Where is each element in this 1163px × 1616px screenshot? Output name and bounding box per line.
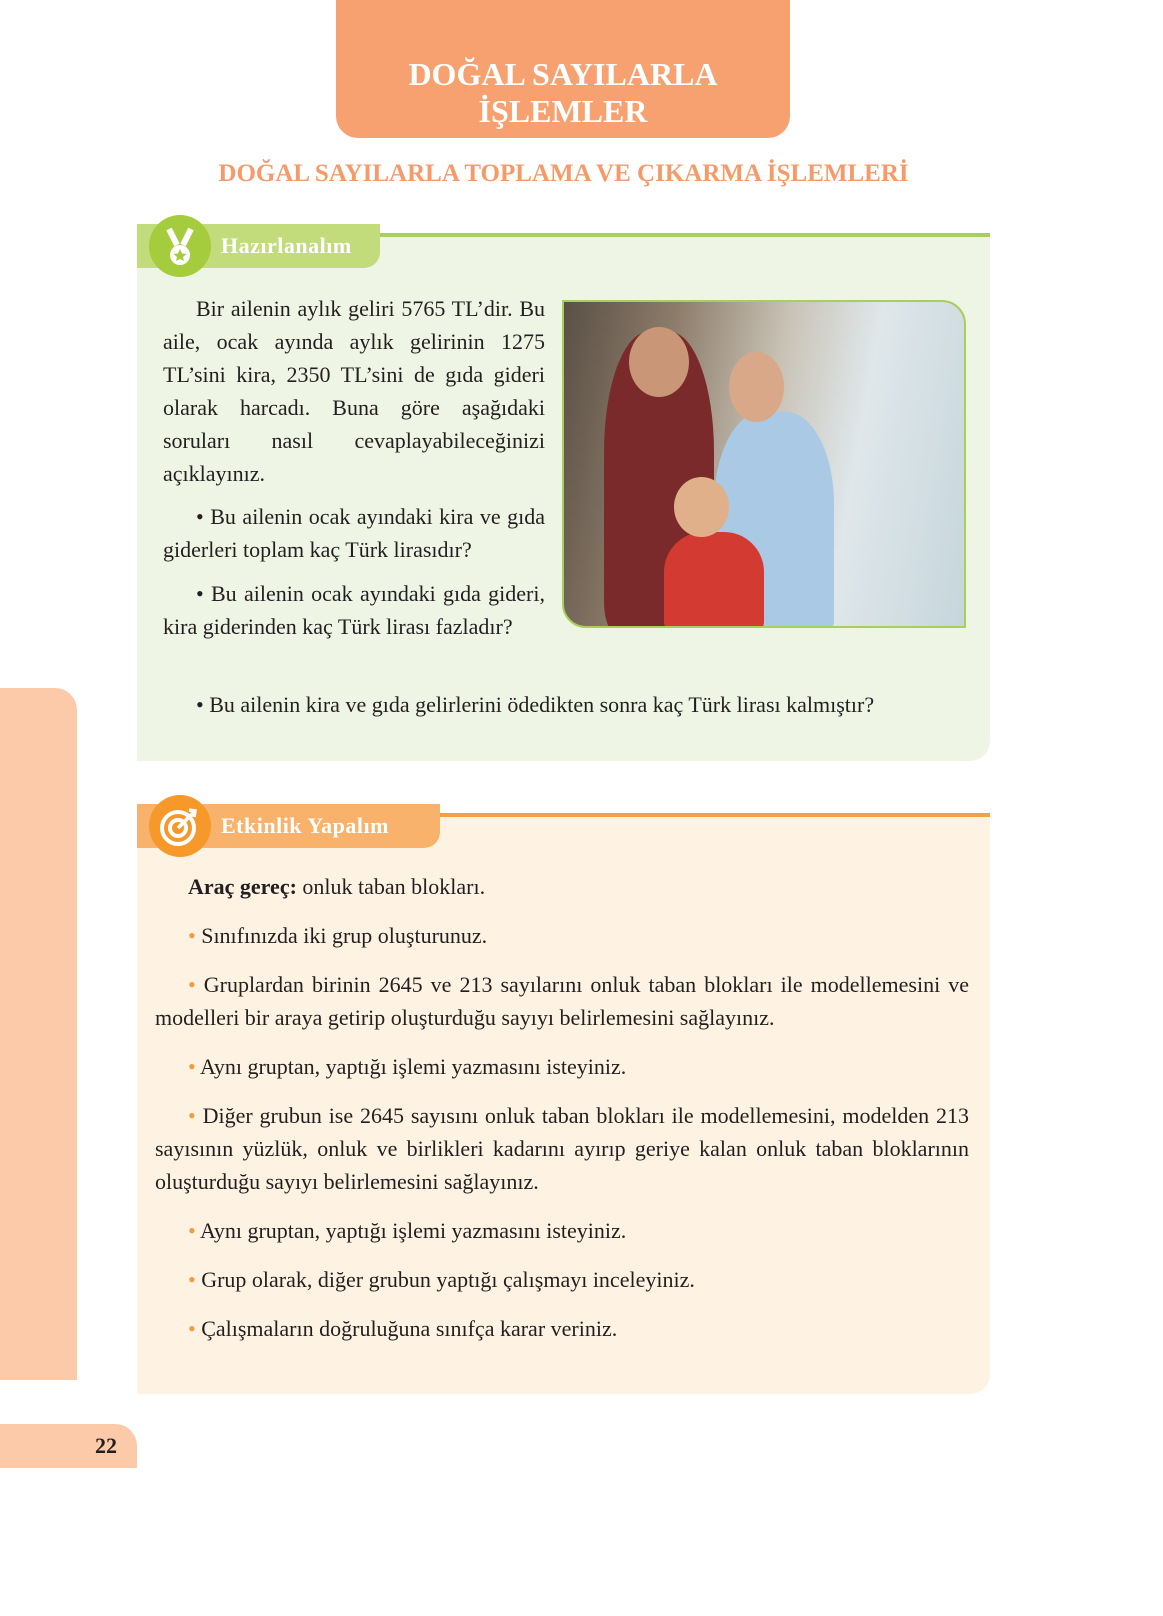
activity-content: Araç gereç: onluk taban blokları. • Sınıfınızda iki grup oluşturunuz. • Gruplardan birinin 2645 ve 213 sayılarını onluk taban blokları ile modellemesini ve modelleri bir araya getirip oluşturduğu sayıyı belirlemesini sağlayınız. • Aynı gruptan, yaptığı işlemi yazmasını isteyiniz. • Diğer grubun ise 2645 sayısını onluk taban blokları ile modellemesini, modelden 213 sayısının yüzlük, onluk ve birlikleri kadarını ayırıp geriye kalan onluk taban bloklarının oluşturduğu sayıyı belirlemesini sağlayınız. • Aynı gruptan, yaptığı işlemi yazmasını isteyiniz. • Grup olarak, diğer grubun yaptığı çalışmayı inceleyiniz. • Çalışmaların doğruluğuna sınıfça karar veriniz. [155,874,969,1341]
section-subtitle: DOĞAL SAYILARLA TOPLAMA VE ÇIKARMA İŞLEMLERİ [218,160,909,187]
question-text: Bu ailenin kira ve gıda gelirlerini ödedikten sonra kaç Türk lirası kalmıştır? [209,692,875,717]
side-strip [0,688,77,1380]
activity-item: Aynı gruptan, yaptığı işlemi yazmasını isteyiniz. [200,1218,627,1243]
materials-text: onluk taban blokları. [296,874,486,899]
page-number: 22 [0,1424,137,1468]
question-text: Bu ailenin ocak ayındaki gıda gideri, kira giderinden kaç Türk lirası fazladır? [163,581,545,639]
intro-text: Bir ailenin aylık geliri 5765 TL’dir. Bu aile, ocak ayında aylık gelirinin 1275 TL’sini kira, 2350 TL’sini de gıda gideri olarak harcadı. Buna göre aşağıdaki soruları nasıl cevaplayabileceğinizi açıklayınız. [163,296,545,486]
family-shopping-photo [562,300,966,628]
title-line-1: DOĞAL SAYILARLA [408,56,718,92]
activity-item: Gruplardan birinin 2645 ve 213 sayılarını onluk taban blokları ile modellemesini ve modelleri bir araya getirip oluşturduğu sayıyı belirlemesini sağlayınız. [155,972,969,1030]
title-line-2: İŞLEMLER [478,93,648,129]
activity-item: Aynı gruptan, yaptığı işlemi yazmasını isteyiniz. [200,1054,627,1079]
prepare-intro [163,292,545,490]
prepare-heading: Hazırlanalım [137,224,380,268]
question-3: • Bu ailenin kira ve gıda gelirlerini ödedikten sonra kaç Türk lirası kalmıştır? [196,692,875,717]
activity-heading: Etkinlik Yapalım [137,804,440,848]
target-icon [149,795,211,857]
materials-label: Araç gereç: [188,874,297,899]
question-text: Bu ailenin ocak ayındaki kira ve gıda giderleri toplam kaç Türk lirasıdır? [163,504,546,562]
activity-item: Grup olarak, diğer grubun yaptığı çalışmayı inceleyiniz. [201,1267,695,1292]
question-2: • Bu ailenin ocak ayındaki gıda gideri, kira giderinden kaç Türk lirası fazladır? [163,581,545,639]
activity-item: Diğer grubun ise 2645 sayısını onluk taban blokları ile modellemesini, modelden 213 sayısının yüzlük, onluk ve birlikleri kadarını ayırıp geriye kalan onluk taban bloklarının oluşturduğu sayıyı belirlemesini sağlayınız. [155,1103,969,1194]
unit-title [336,0,790,138]
activity-item: Sınıfınızda iki grup oluşturunuz. [201,923,488,948]
medal-icon [149,215,211,277]
question-1: • Bu ailenin ocak ayındaki kira ve gıda giderleri toplam kaç Türk lirasıdır? [163,504,546,562]
activity-item: Çalışmaların doğruluğuna sınıfça karar veriniz. [201,1316,618,1341]
